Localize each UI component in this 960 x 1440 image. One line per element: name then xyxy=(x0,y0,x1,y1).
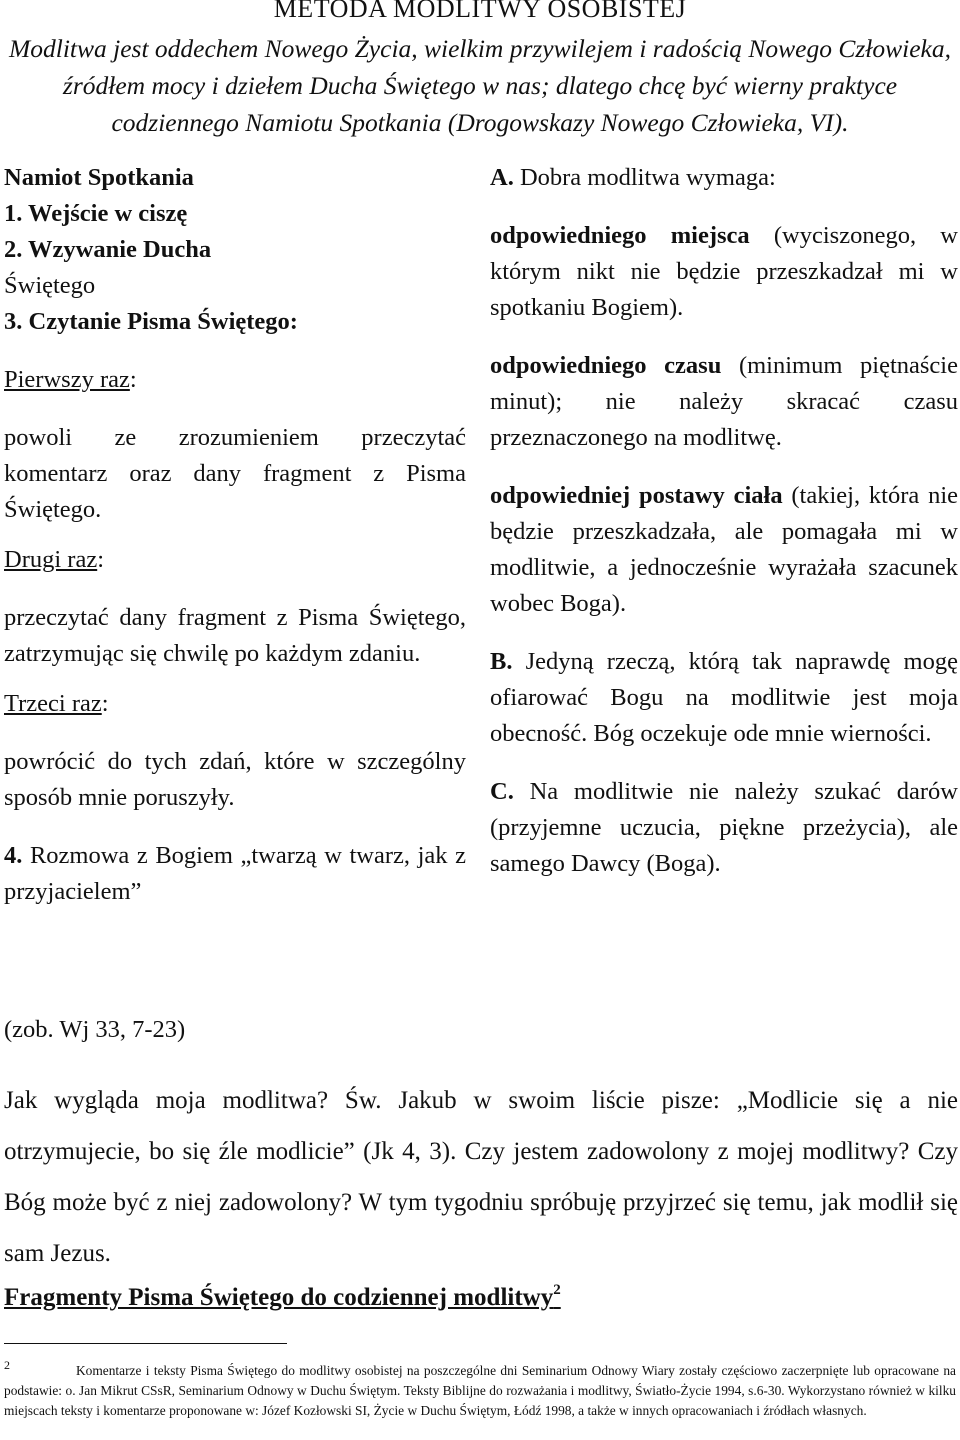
scripture-reference: (zob. Wj 33, 7-23) xyxy=(4,1016,186,1043)
step-1: 1. Wejście w ciszę xyxy=(4,200,188,227)
label-colon: : xyxy=(129,366,137,393)
requirement-time xyxy=(490,348,958,456)
label-colon: : xyxy=(97,546,105,573)
requirement-posture-text: (takiej, która nie będzie przeszkadzała, ale pomagała mi w modlitwie, a jednocześnie wyrażała szacunek wobec Boga). xyxy=(490,482,958,617)
point-a xyxy=(490,160,958,196)
third-reading-label xyxy=(4,686,466,722)
third-reading-text: powrócić do tych zdań, które w szczególny sposób mnie poruszyły. xyxy=(4,748,466,811)
first-reading-label xyxy=(4,362,466,398)
point-b-text: Jedyną rzeczą, którą tak naprawdę mogę ofiarować Bogu na modlitwie jest moja obecność. Bóg oczekuje ode mnie wierności. xyxy=(490,648,958,747)
label-colon: : xyxy=(101,690,109,717)
third-reading-label-text: Trzeci raz xyxy=(4,690,102,717)
left-column xyxy=(4,160,466,910)
requirement-posture-bold: odpowiedniej postawy ciała xyxy=(490,482,783,509)
footnote xyxy=(4,1355,956,1421)
requirement-posture xyxy=(490,478,958,622)
point-c-text: Na modlitwie nie należy szukać darów (przyjemne uczucia, piękne przeżycia), ale samego Dawcy (Boga). xyxy=(490,778,958,877)
section-heading: Namiot Spotkania xyxy=(4,164,194,191)
step-4-number: 4. xyxy=(4,842,23,869)
requirement-time-text: (minimum piętnaście minut); nie należy skracać czasu przeznaczonego na modlitwę. xyxy=(490,352,958,451)
requirement-time-bold: odpowiedniego czasu xyxy=(490,352,722,379)
point-a-letter: A. xyxy=(490,164,514,191)
requirement-place-text: (wyciszonego, w którym nikt nie będzie przeszkadzał mi w spotkaniu Bogiem). xyxy=(490,222,958,321)
second-reading-label xyxy=(4,542,466,578)
fragments-heading-text: Fragmenty Pisma Świętego do codziennej modlitwy xyxy=(4,1284,554,1311)
point-a-text: Dobra modlitwa wymaga: xyxy=(513,164,776,191)
point-b xyxy=(490,644,958,752)
requirement-place xyxy=(490,218,958,326)
second-reading-text: przeczytać dany fragment z Pisma Świętego, zatrzymując się chwilę po każdym zdaniu. xyxy=(4,604,466,667)
point-c xyxy=(490,774,958,882)
page-title: METODA MODLITWY OSOBISTEJ xyxy=(273,0,687,23)
intro-quote: Modlitwa jest oddechem Nowego Życia, wielkim przywilejem i radością Nowego Człowieka, źródłem mocy i dziełem Ducha Świętego w nas; dlatego chcę być wierny praktyce codziennego Namiotu Spotkania (Drogowskazy Nowego Człowieka, VI). xyxy=(9,34,951,137)
footnote-divider xyxy=(4,1343,287,1344)
fragments-heading xyxy=(4,1272,561,1316)
footnote-mark: 2 xyxy=(553,1282,561,1298)
footnote-number: 2 xyxy=(4,1358,10,1372)
step-2: 2. Wzywanie Ducha xyxy=(4,236,212,263)
first-reading-label-text: Pierwszy raz xyxy=(4,366,130,393)
reflection-paragraph: Jak wygląda moja modlitwa? Św. Jakub w swoim liście pisze: „Modlicie się a nie otrzymujecie, bo się źle modlicie” (Jk 4, 3). Czy jestem zadowolony z mojej modlitwy? Czy Bóg może być z niej zadowolony? W tym tygodniu spróbuję przyjrzeć się temu, jak modlił się sam Jezus. xyxy=(4,1087,958,1267)
step-4-text: Rozmowa z Bogiem „twarzą w twarz, jak z przyjacielem” xyxy=(4,842,466,905)
step-2-continued: Świętego xyxy=(4,272,96,299)
step-3: 3. Czytanie Pisma Świętego: xyxy=(4,308,298,335)
step-4 xyxy=(4,838,466,910)
footnote-text: Komentarze i teksty Pisma Świętego do modlitwy osobistej na poszczególne dni Seminarium Odnowy Wiary zostały częściowo zaczerpnięte lub opracowane na podstawie: o. Jan Mikrut CSsR, Seminarium Odnowy w Duchu Świętym. Teksty Biblijne do rozważania i modlitwy, Światło-Życie 1994, s.6-30. Wykorzystano również w kilku miejscach teksty i komentarze proponowane w: Józef Kozłowski SI, Życie w Duchu Świętym, Łódź 1998, a także w innych opracowaniach i źródłach własnych. xyxy=(4,1363,956,1418)
point-c-letter: C. xyxy=(490,778,514,805)
first-reading-text: powoli ze zrozumieniem przeczytać komentarz oraz dany fragment z Pisma Świętego. xyxy=(4,424,466,523)
second-reading-label-text: Drugi raz xyxy=(4,546,98,573)
point-b-letter: B. xyxy=(490,648,513,675)
requirement-place-bold: odpowiedniego miejsca xyxy=(490,222,750,249)
right-column xyxy=(490,160,958,882)
